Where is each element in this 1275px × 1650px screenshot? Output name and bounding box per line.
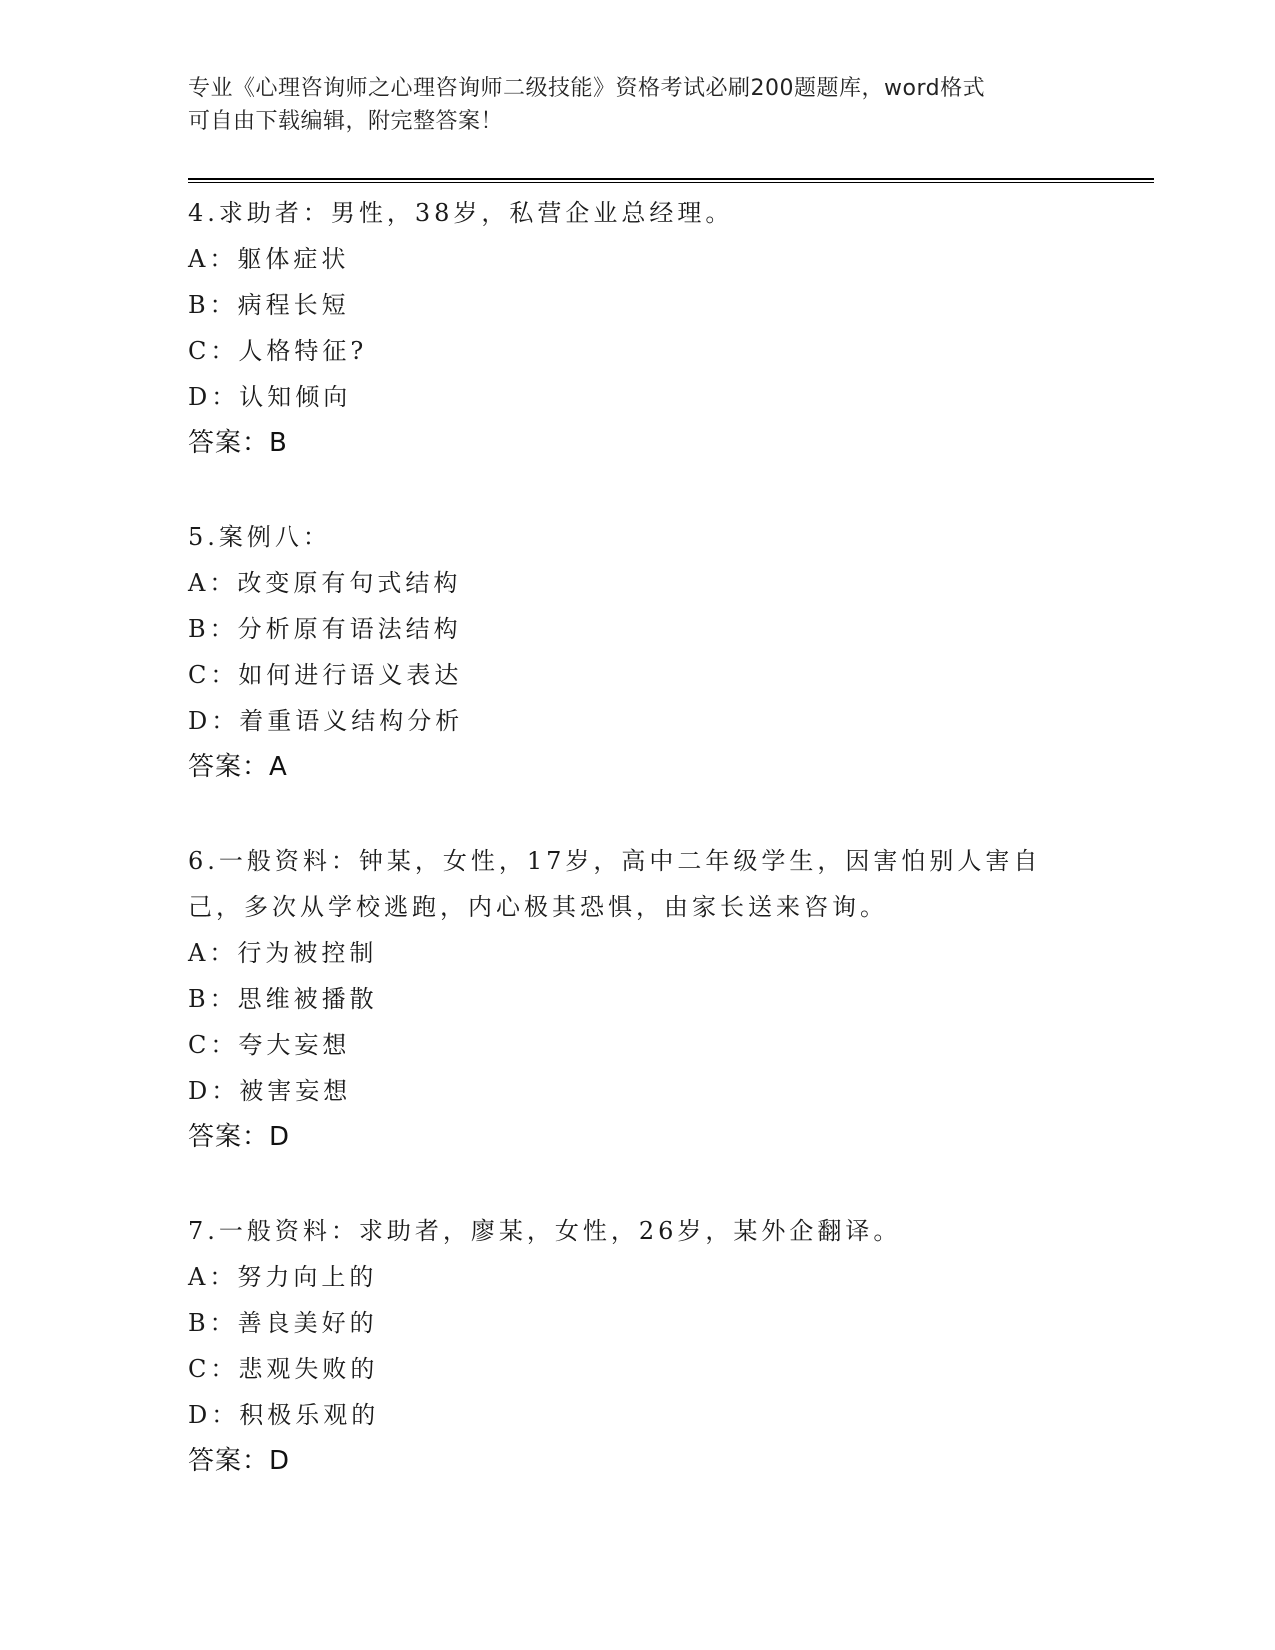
option-d: D：着重语义结构分析: [188, 707, 464, 735]
question-list: [188, 190, 1148, 1532]
question-6: [188, 838, 1148, 1160]
option-b: B：分析原有语法结构: [188, 615, 462, 643]
option-d: D：积极乐观的: [188, 1401, 380, 1429]
question-stem-line-1: 6.一般资料：钟某，女性，17岁，高中二年级学生，因害怕别人害自: [188, 847, 1042, 875]
option-d: D：被害妄想: [188, 1077, 352, 1105]
question-4: [188, 190, 1148, 466]
answer-line: 答案：D: [188, 1122, 291, 1152]
header-divider-thin: [188, 182, 1154, 183]
option-c: C：人格特征?: [188, 337, 368, 365]
option-c: C：如何进行语义表达: [188, 661, 463, 689]
option-b: B：善良美好的: [188, 1309, 378, 1337]
option-d: D：认知倾向: [188, 383, 352, 411]
header-line-2: 可自由下载编辑，附完整答案！: [188, 109, 504, 134]
question-stem-line-2: 己，多次从学校逃跑，内心极其恐惧，由家长送来咨询。: [188, 893, 888, 921]
answer-line: 答案：D: [188, 1446, 291, 1476]
option-c: C：悲观失败的: [188, 1355, 379, 1383]
option-a: A：改变原有句式结构: [188, 569, 462, 597]
question-stem: 7.一般资料：求助者，廖某，女性，26岁，某外企翻译。: [188, 1217, 902, 1245]
header-divider-thick: [188, 178, 1154, 180]
question-5: [188, 514, 1148, 790]
question-stem: 4.求助者：男性，38岁，私营企业总经理。: [188, 199, 734, 227]
option-c: C：夸大妄想: [188, 1031, 351, 1059]
answer-line: 答案：A: [188, 752, 288, 782]
header-line-1: 专业《心理咨询师之心理咨询师二级技能》资格考试必刷200题题库，word格式: [188, 76, 986, 101]
option-a: A：躯体症状: [188, 245, 350, 273]
answer-line: 答案：B: [188, 428, 288, 458]
option-a: A：努力向上的: [188, 1263, 378, 1291]
document-header: [188, 72, 1088, 138]
option-a: A：行为被控制: [188, 939, 378, 967]
option-b: B：病程长短: [188, 291, 350, 319]
option-b: B：思维被播散: [188, 985, 378, 1013]
question-7: [188, 1208, 1148, 1484]
question-stem: 5.案例八：: [188, 523, 331, 551]
